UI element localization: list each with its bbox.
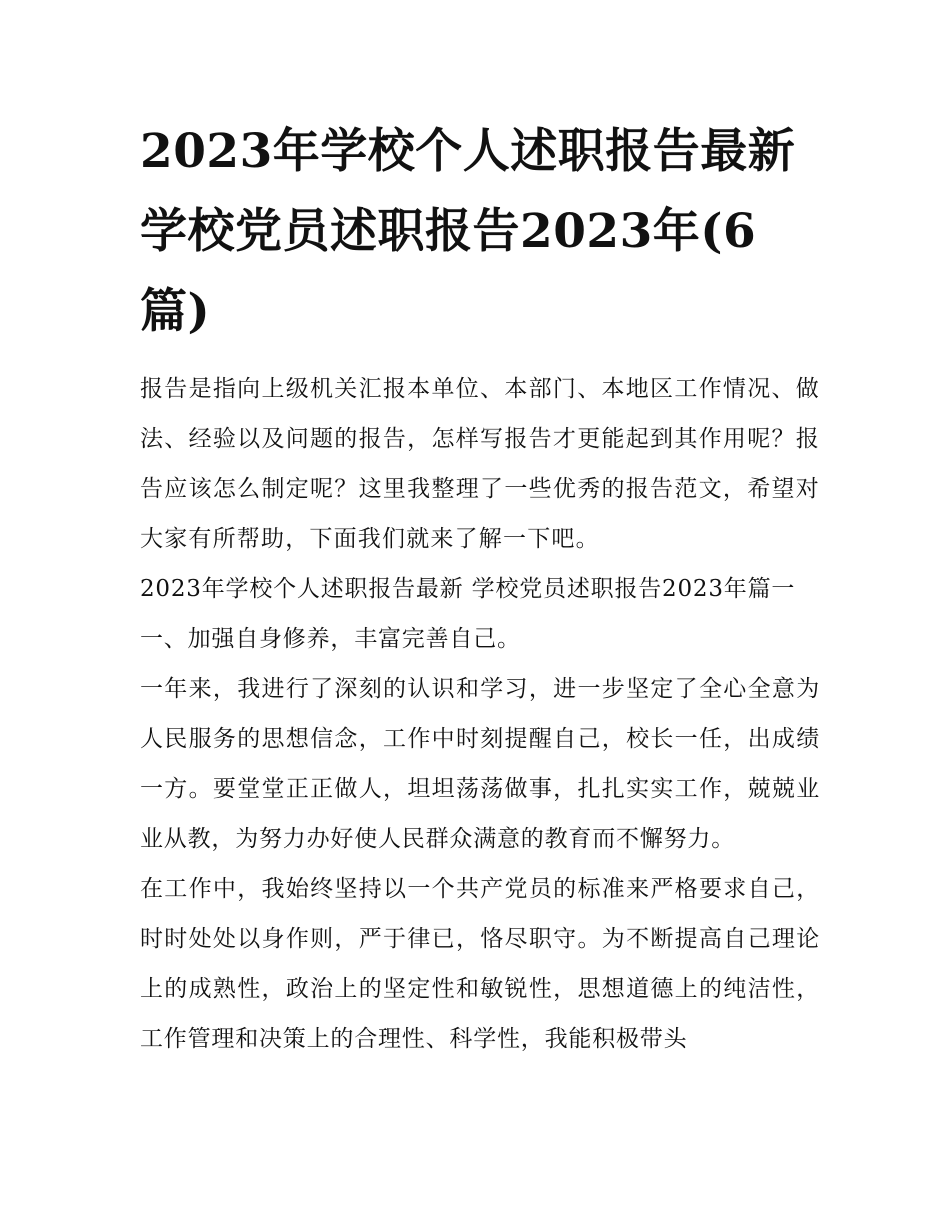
body-paragraph: 一年来，我进行了深刻的认识和学习，进一步坚定了全心全意为人民服务的思想信念，工作中时刻提醒自己，校长一任，出成绩一方。要堂堂正正做人，坦坦荡荡做事，扎扎实实工作，兢兢业业从教，为努力办好使人民群众满意的教育而不懈努力。: [140, 676, 820, 852]
document-title: 2023年学校个人述职报告最新 学校党员述职报告2023年(6篇): [140, 124, 796, 339]
section-heading: 2023年学校个人述职报告最新 学校党员述职报告2023年篇一: [140, 576, 796, 602]
intro-paragraph: 报告是指向上级机关汇报本单位、本部门、本地区工作情况、做法、经验以及问题的报告，怎样写报告才更能起到其作用呢？报告应该怎么制定呢？这里我整理了一些优秀的报告范文，希望对大家有所帮助，下面我们就来了解一下吧。: [140, 376, 820, 552]
subsection-heading: 一、加强自身修养，丰富完善自己。: [140, 626, 521, 652]
body-paragraph: 在工作中，我始终坚持以一个共产党员的标准来严格要求自己，时时处处以身作则，严于律已，恪尽职守。为不断提高自己理论上的成熟性，政治上的坚定性和敏锐性，思想道德上的纯洁性，工作管理和决策上的合理性、科学性，我能积极带头: [140, 876, 820, 1052]
document-page: [140, 112, 820, 1064]
